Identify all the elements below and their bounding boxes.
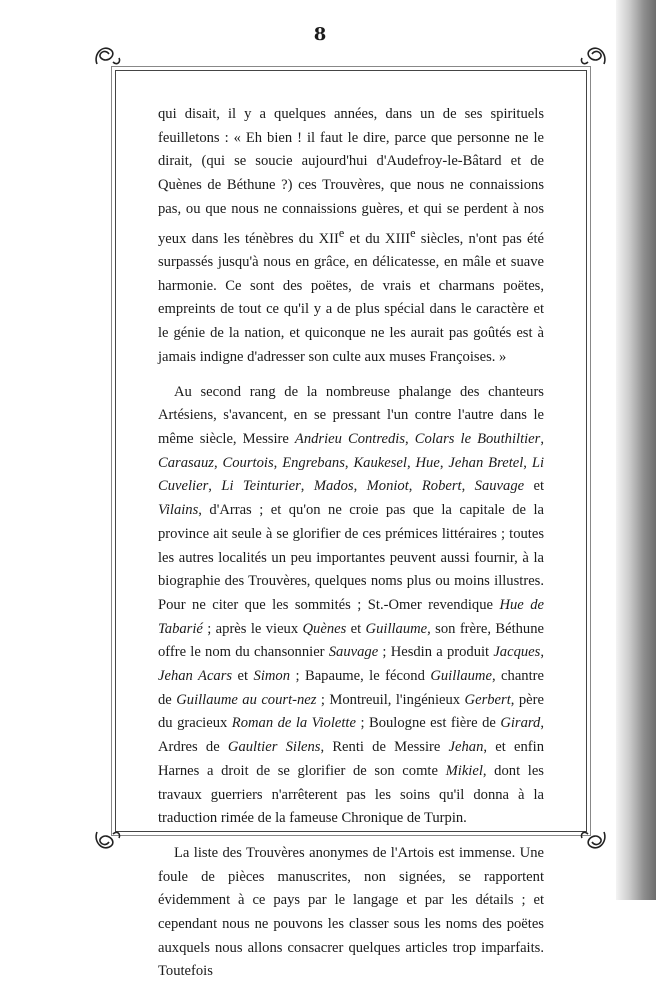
italic-name: Kaukesel [353, 454, 407, 471]
text-run: ; Boulogne est fière de [355, 715, 501, 732]
text-run: La liste des Trouvères anonymes de l'Artois est immense. Une foule de pièces manuscrites, non signées, se rapportent évidemment à ce pays par le langage et par les détails ; et cependant nous ne pouvons les classer sous les noms des poëtes auxquels nous allons consacrer quelques articles trop imparfaits. Toutefois [158, 844, 544, 980]
italic-name: Gaultier Silens [227, 739, 321, 756]
italic-name: Robert [421, 478, 462, 495]
italic-name: Carasauz [158, 454, 214, 471]
italic-name: Gerbert [464, 691, 511, 708]
text-run: , Renti de Messire [320, 739, 449, 756]
italic-name: Colars le Bouthiltier [414, 431, 541, 447]
italic-name: Hue de Tabarié [158, 596, 544, 637]
superscript: e [338, 225, 345, 240]
italic-name: Moniot [366, 478, 409, 495]
italic-name: Li Teinturier [221, 478, 301, 495]
text-run: siècles, n'ont pas été surpassés jusqu'à nous en grâce, en délicatesse, en mâle et suave harmonie. Ce sont des poëtes, de vrais et charmans poëtes, empreints de tout ce qu'il y a de plus spécial dans le caractère et le génie de la nation, et quiconque ne les aurait pas goûtés est à jamais indigne d'adresser son culte aux muses Françoises. » [158, 230, 544, 365]
page-edge-shadow [616, 0, 656, 900]
italic-name: Roman de la Violette [231, 715, 356, 732]
italic-name: Jehan Acars [158, 668, 233, 685]
text-run: , [273, 454, 283, 471]
page-number: 8 [313, 24, 327, 45]
bottom-left-flourish-icon [91, 824, 123, 856]
text-run: Au second rang de la nombreuse phalange des chanteurs Artésiens, s'avancent, en se pressant l'un contre l'autre dans le même siècle, Messire [158, 383, 544, 447]
italic-name: Sauvage [474, 478, 525, 495]
italic-name: Jacques [493, 644, 541, 661]
italic-name: Andrieu Contredis [294, 431, 406, 447]
italic-name: Sauvage [328, 644, 379, 661]
text-run: , et enfin Harnes a droit de se glorifier de son comte [158, 739, 544, 779]
paragraph-anonymous-trouveres [158, 842, 544, 984]
italic-name: Mikiel [445, 762, 483, 779]
paragraph-quote-continuation [158, 103, 544, 370]
italic-name: Mados [313, 478, 354, 495]
body-text [158, 103, 544, 984]
text-run: , d'Arras ; et qu'on ne croie pas que la capitale de la province ait seule à se glorifier de ces prémices littéraires ; toutes les autres localités un peu importantes peuvent aussi fournir, à la biographie des Trouvères, quelques noms plus ou moins illustres. Pour ne citer que les sommités ; St.-Omer revendique [158, 502, 544, 613]
text-run: , [405, 431, 415, 447]
text-run: qui disait, il y a quelques années, dans un de ses spirituels feuilletons : « Eh bien ! il faut le dire, parce que personne ne le dirait, (qui se soucie aujourd'hui d'Audefroy-le-Bâtard et de Quènes de Béthune ?) ces Trouvères, que nous ne connaissions pas, ou que nous ne connaissions guères, et qui se perdent à nos yeux dans les ténèbres du XII [158, 106, 544, 247]
italic-name: Girard [500, 715, 541, 732]
italic-name: Jehan [448, 739, 484, 756]
italic-name: Li Cuvelier [158, 454, 545, 495]
text-run: et [524, 478, 545, 495]
top-right-flourish-icon [578, 40, 610, 72]
text-run: ; Montreuil, l'ingénieux [316, 691, 465, 708]
text-run: ; Hesdin a produit [378, 644, 494, 661]
italic-name: Engrebans [282, 454, 345, 471]
italic-name: Courtois [222, 454, 274, 471]
text-run: , [408, 478, 422, 495]
italic-name: Vilains [158, 502, 199, 519]
italic-name: Guillaume [430, 668, 492, 685]
text-run: et [232, 668, 254, 685]
text-run: , son frère, Béthune offre le nom du chansonnier [158, 620, 544, 661]
text-run: , [461, 478, 475, 495]
text-run: , [540, 431, 544, 447]
italic-name: Simon [253, 668, 291, 685]
italic-name: Quènes [302, 620, 347, 637]
text-run: , [208, 478, 222, 495]
text-run: , [540, 644, 544, 661]
text-run: , [213, 454, 223, 471]
text-run: , [439, 454, 449, 471]
text-run: , Ardres de [158, 715, 544, 756]
text-run: , [406, 454, 416, 471]
paragraph-artesian-trouveres [158, 381, 544, 831]
top-left-flourish-icon [91, 40, 123, 72]
text-run: , dont les travaux guerriers n'arrêterent pas les soins qu'il donna à la traduction rimée de la fameuse Chronique de Turpin. [158, 762, 544, 827]
bottom-right-flourish-icon [578, 824, 610, 856]
text-run: et [346, 620, 366, 637]
italic-name: Guillaume au court-nez [176, 691, 317, 708]
superscript: e [410, 225, 416, 240]
text-run: ; Bapaume, le fécond [290, 668, 431, 685]
text-run: , père du gracieux [158, 691, 544, 732]
text-run: , [344, 454, 354, 471]
text-run: ; après le vieux [202, 620, 303, 637]
text-run: , [523, 454, 532, 471]
italic-name: Guillaume [365, 620, 428, 637]
italic-name: Jehan Bretel [448, 454, 524, 471]
text-run: et du XIII [344, 230, 411, 247]
italic-name: Hue [415, 454, 440, 471]
text-run: , chantre de [158, 668, 544, 708]
text-run: , [300, 478, 314, 495]
text-run: , [353, 478, 367, 495]
